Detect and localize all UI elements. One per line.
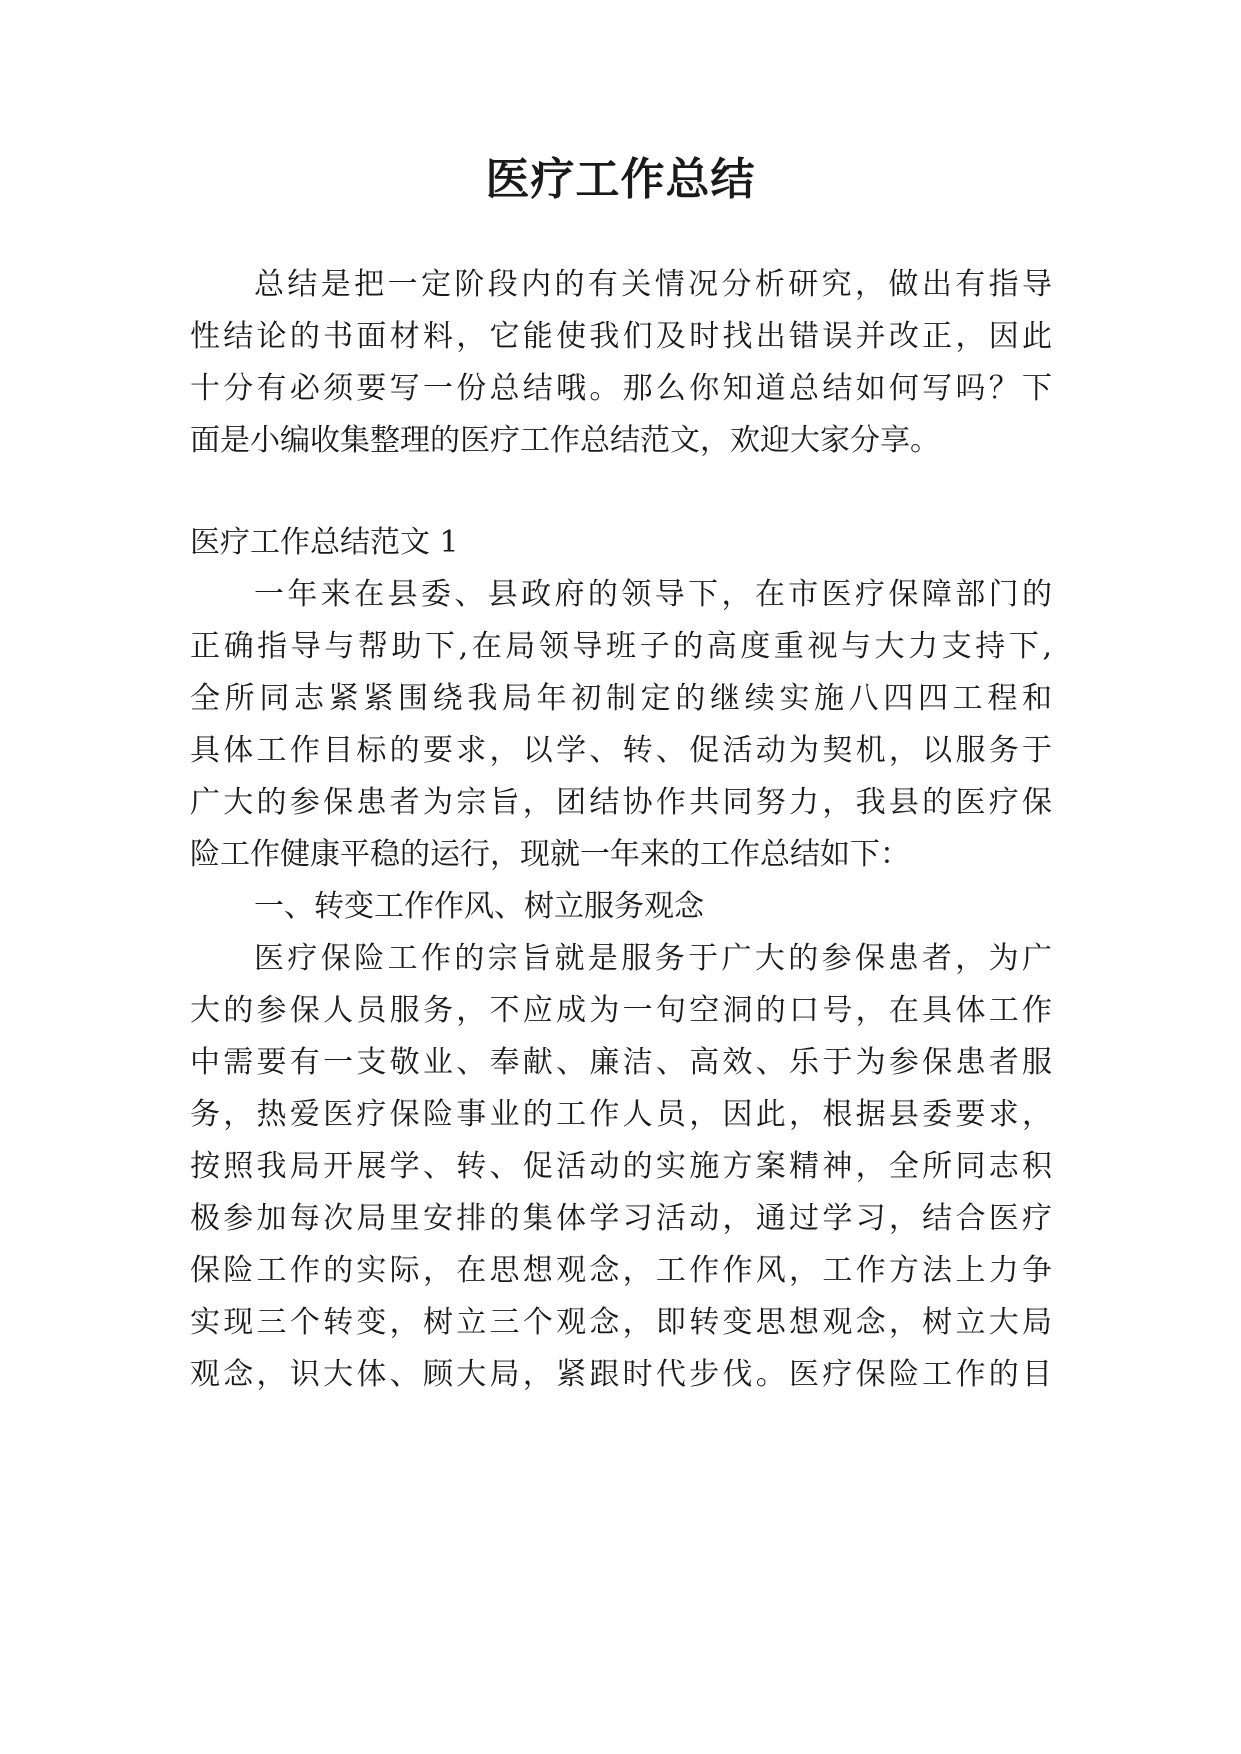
para2-line-7: 保险工作的实际，在思想观念，工作作风，工作方法上力争	[190, 1253, 1052, 1288]
section-heading: 医疗工作总结范文 1	[190, 525, 459, 560]
intro-line-1: 总结是把一定阶段内的有关情况分析研究，做出有指导	[254, 267, 1052, 302]
para2-line-5: 按照我局开展学、转、促活动的实施方案精神，全所同志积	[190, 1149, 1052, 1184]
subheading: 一、转变工作作风、树立服务观念	[254, 889, 704, 924]
para2-line-4: 务，热爱医疗保险事业的工作人员，因此，根据县委要求，	[190, 1097, 1052, 1132]
para1-line-1: 一年来在县委、县政府的领导下，在市医疗保障部门的	[254, 577, 1052, 612]
para1-line-2: 正确指导与帮助下,在局领导班子的高度重视与大力支持下,	[190, 629, 1052, 664]
intro-line-3: 十分有必须要写一份总结哦。那么你知道总结如何写吗？下	[190, 371, 1052, 406]
para1-line-3: 全所同志紧紧围绕我局年初制定的继续实施八四四工程和	[190, 681, 1052, 716]
para2-line-9: 观念，识大体、顾大局，紧跟时代步伐。医疗保险工作的目	[190, 1357, 1052, 1392]
para1-line-5: 广大的参保患者为宗旨，团结协作共同努力，我县的医疗保	[190, 785, 1052, 820]
intro-line-4: 面是小编收集整理的医疗工作总结范文，欢迎大家分享。	[190, 423, 940, 458]
para2-line-1: 医疗保险工作的宗旨就是服务于广大的参保患者，为广	[254, 941, 1052, 976]
para1-line-6: 险工作健康平稳的运行，现就一年来的工作总结如下：	[190, 837, 910, 872]
para2-line-6: 极参加每次局里安排的集体学习活动，通过学习，结合医疗	[190, 1201, 1052, 1236]
para1-line-4: 具体工作目标的要求，以学、转、促活动为契机，以服务于	[190, 733, 1052, 768]
intro-line-2: 性结论的书面材料，它能使我们及时找出错误并改正，因此	[190, 319, 1052, 354]
para2-line-2: 大的参保人员服务，不应成为一句空洞的口号，在具体工作	[190, 993, 1052, 1028]
document-title: 医疗工作总结	[485, 154, 756, 205]
para2-line-8: 实现三个转变，树立三个观念，即转变思想观念，树立大局	[190, 1305, 1052, 1340]
para2-line-3: 中需要有一支敬业、奉献、廉洁、高效、乐于为参保患者服	[190, 1045, 1052, 1080]
